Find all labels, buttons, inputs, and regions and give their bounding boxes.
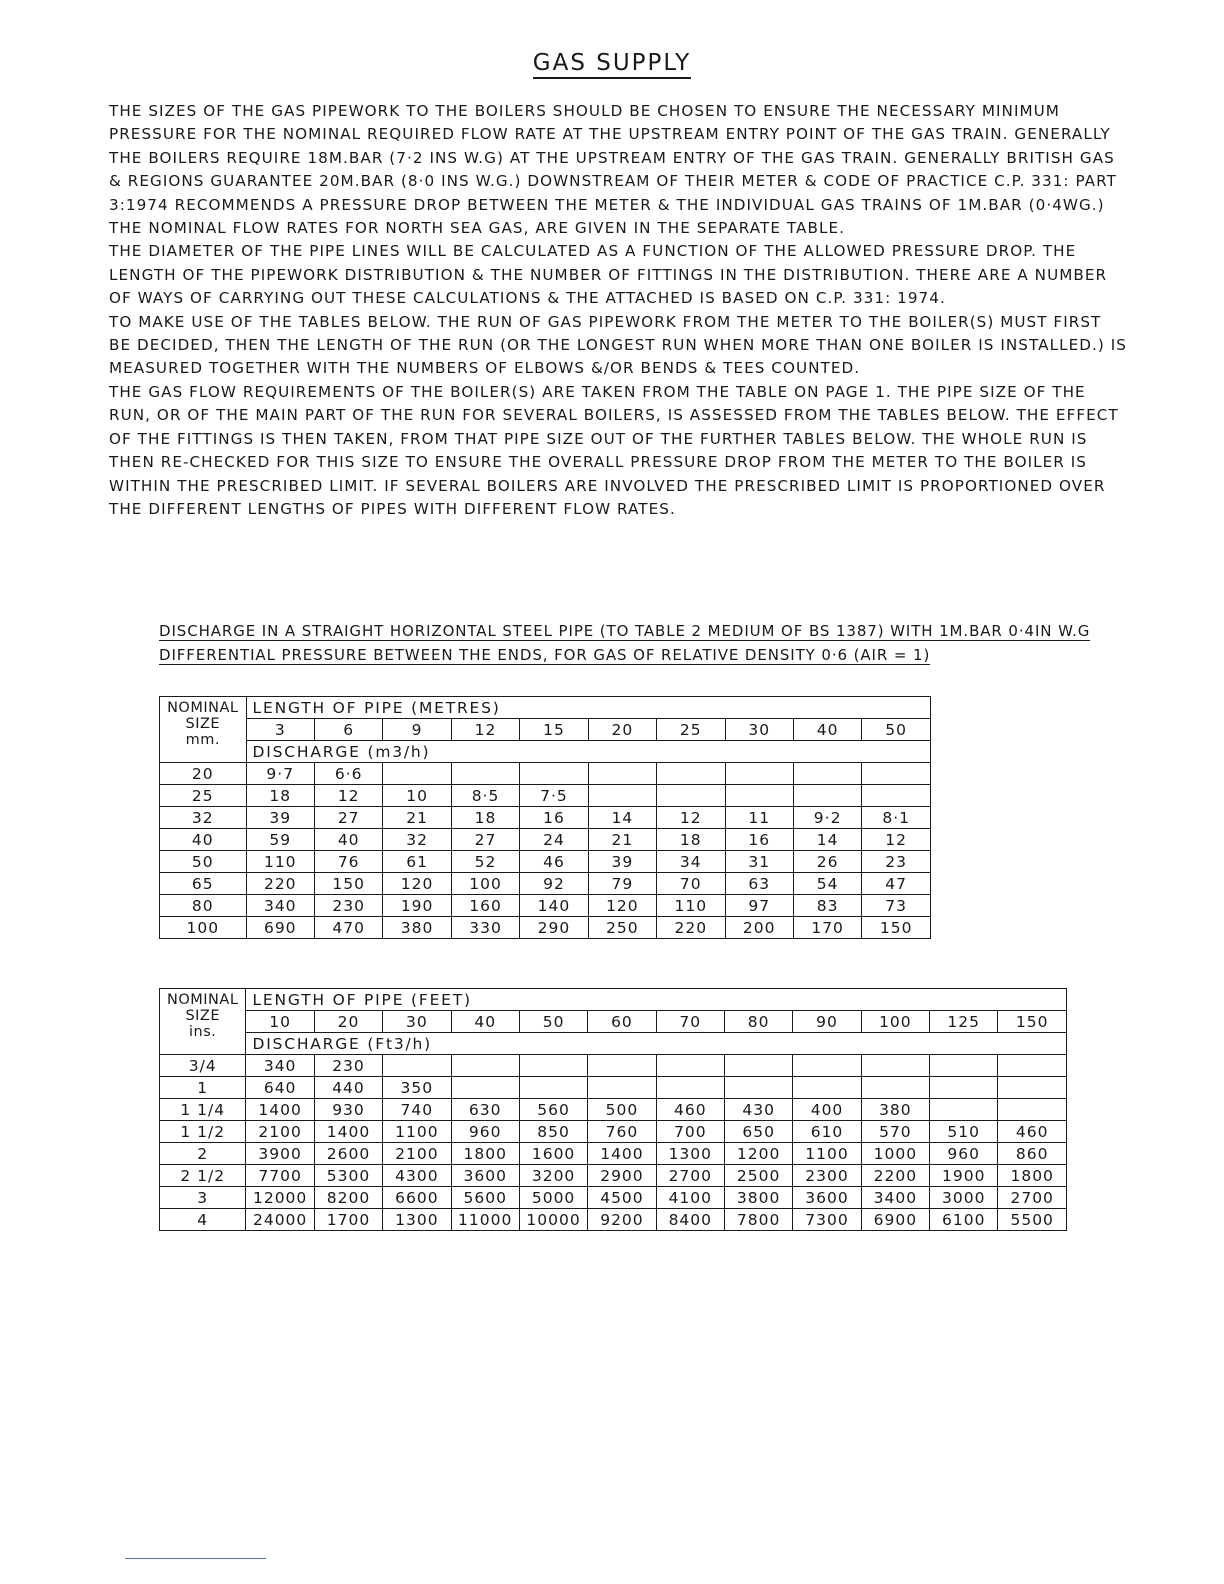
size-cell: 100	[160, 917, 247, 939]
discharge-cell: 8200	[314, 1187, 382, 1209]
discharge-cell: 14	[793, 829, 861, 851]
discharge-header: DISCHARGE (m3/h)	[246, 741, 930, 763]
table-row	[160, 1121, 1067, 1143]
discharge-cell: 6600	[383, 1187, 451, 1209]
discharge-cell: 340	[246, 895, 314, 917]
size-cell: 2	[160, 1143, 246, 1165]
size-header-line: SIZE	[185, 716, 221, 732]
discharge-cell: 120	[588, 895, 656, 917]
length-cell: 3	[246, 719, 314, 741]
discharge-cell: 220	[657, 917, 725, 939]
size-header-cell	[160, 697, 247, 763]
discharge-cell	[519, 1077, 587, 1099]
discharge-cell: 230	[314, 1055, 382, 1077]
discharge-cell: 1400	[588, 1143, 656, 1165]
discharge-cell: 3900	[246, 1143, 314, 1165]
discharge-cell: 510	[930, 1121, 998, 1143]
discharge-cell	[861, 1077, 929, 1099]
discharge-cell: 5300	[314, 1165, 382, 1187]
length-cell: 20	[314, 1011, 382, 1033]
discharge-cell	[451, 763, 519, 785]
discharge-cell	[724, 1055, 792, 1077]
length-cell: 40	[451, 1011, 519, 1033]
discharge-cell: 330	[451, 917, 519, 939]
discharge-cell: 1300	[383, 1209, 451, 1231]
discharge-cell: 100	[451, 873, 519, 895]
discharge-cell: 1100	[383, 1121, 451, 1143]
length-cell: 70	[656, 1011, 724, 1033]
discharge-cell: 170	[793, 917, 861, 939]
discharge-cell: 3600	[451, 1165, 519, 1187]
discharge-header: DISCHARGE (Ft3/h)	[246, 1033, 1067, 1055]
discharge-cell	[519, 1055, 587, 1077]
length-cell: 12	[451, 719, 519, 741]
discharge-cell	[930, 1099, 998, 1121]
size-cell: 4	[160, 1209, 246, 1231]
size-header-line: NOMINAL	[167, 700, 239, 716]
paragraph-usage: TO MAKE USE OF THE TABLES BELOW. THE RUN OF GAS PIPEWORK FROM THE METER TO THE BOILER(S) MUST FIRST BE DECIDED, THEN THE LENGTH OF THE RUN (OR THE LONGEST RUN WHEN MORE THAN ONE BOILER IS INSTALLED.) IS MEASURED TOGETHER WITH THE NUMBERS OF ELBOWS &/OR BENDS & TEES COUNTED.	[109, 312, 1127, 378]
length-cell: 80	[724, 1011, 792, 1033]
size-cell: 2 1/2	[160, 1165, 246, 1187]
discharge-cell: 6900	[861, 1209, 929, 1231]
discharge-cell: 46	[520, 851, 588, 873]
discharge-cell	[724, 1077, 792, 1099]
table-row	[160, 851, 931, 873]
discharge-cell	[861, 1055, 929, 1077]
size-header-line: mm.	[185, 732, 220, 748]
discharge-cell: 250	[588, 917, 656, 939]
discharge-cell	[656, 1055, 724, 1077]
discharge-cell: 150	[862, 917, 931, 939]
table-row	[160, 917, 931, 939]
size-cell: 3	[160, 1187, 246, 1209]
discharge-cell: 640	[246, 1077, 314, 1099]
caption-line-2: DIFFERENTIAL PRESSURE BETWEEN THE ENDS, FOR GAS OF RELATIVE DENSITY 0·6 (AIR = 1)	[159, 646, 931, 664]
discharge-cell	[862, 785, 931, 807]
discharge-cell: 400	[793, 1099, 861, 1121]
length-cell: 20	[588, 719, 656, 741]
discharge-cell: 11000	[451, 1209, 519, 1231]
discharge-cell: 2300	[793, 1165, 861, 1187]
discharge-cell: 140	[520, 895, 588, 917]
discharge-cell: 7700	[246, 1165, 314, 1187]
discharge-cell: 1900	[930, 1165, 998, 1187]
table-row	[160, 1209, 1067, 1231]
discharge-cell: 610	[793, 1121, 861, 1143]
discharge-cell: 1700	[314, 1209, 382, 1231]
table-row	[160, 1187, 1067, 1209]
discharge-cell: 570	[861, 1121, 929, 1143]
discharge-cell: 440	[314, 1077, 382, 1099]
metric-discharge-table	[159, 696, 931, 939]
discharge-cell: 12	[862, 829, 931, 851]
discharge-cell: 16	[725, 829, 793, 851]
discharge-cell: 12	[314, 785, 382, 807]
discharge-cell: 560	[519, 1099, 587, 1121]
discharge-cell: 18	[657, 829, 725, 851]
discharge-cell: 1300	[656, 1143, 724, 1165]
discharge-cell: 21	[588, 829, 656, 851]
discharge-cell: 9200	[588, 1209, 656, 1231]
table-row	[160, 1165, 1067, 1187]
size-header-cell	[160, 989, 246, 1055]
length-cell: 50	[862, 719, 931, 741]
discharge-cell: 5000	[519, 1187, 587, 1209]
discharge-cell: 83	[793, 895, 861, 917]
discharge-cell: 3800	[724, 1187, 792, 1209]
discharge-cell: 24	[520, 829, 588, 851]
lengths-row	[160, 719, 931, 741]
paragraph-pressure: THE SIZES OF THE GAS PIPEWORK TO THE BOILERS SHOULD BE CHOSEN TO ENSURE THE NECESSARY MINIMUM PRESSURE FOR THE NOMINAL REQUIRED FLOW RATE AT THE UPSTREAM ENTRY POINT OF THE GAS TRAIN. GENERALLY THE BOILERS REQUIRE 18M.BAR (7·2 INS W.G) AT THE UPSTREAM ENTRY OF THE GAS TRAIN. GENERALLY BRITISH GAS & REGIONS GUARANTEE 20M.BAR (8·0 INS W.G.) DOWNSTREAM OF THEIR METER & CODE OF PRACTICE C.P. 331: PART 3:1974 RECOMMENDS A PRESSURE DROP BETWEEN THE METER & THE INDIVIDUAL GAS TRAINS OF 1M.BAR (0·4WG.) THE NOMINAL FLOW RATES FOR NORTH SEA GAS, ARE GIVEN IN THE SEPARATE TABLE.	[109, 102, 1117, 238]
discharge-cell: 4500	[588, 1187, 656, 1209]
size-cell: 1 1/2	[160, 1121, 246, 1143]
table-row	[160, 873, 931, 895]
length-cell: 30	[383, 1011, 451, 1033]
table-row	[160, 895, 931, 917]
discharge-cell	[725, 785, 793, 807]
discharge-cell: 9·7	[246, 763, 314, 785]
discharge-cell: 120	[383, 873, 451, 895]
discharge-cell: 8·1	[862, 807, 931, 829]
discharge-cell: 2700	[998, 1187, 1067, 1209]
discharge-cell	[998, 1055, 1067, 1077]
table-row	[160, 1099, 1067, 1121]
discharge-cell: 11	[725, 807, 793, 829]
discharge-cell: 290	[520, 917, 588, 939]
size-cell: 50	[160, 851, 247, 873]
discharge-cell: 24000	[246, 1209, 314, 1231]
discharge-cell	[656, 1077, 724, 1099]
discharge-cell: 460	[656, 1099, 724, 1121]
discharge-row	[160, 741, 931, 763]
discharge-cell: 150	[314, 873, 382, 895]
discharge-cell: 2700	[656, 1165, 724, 1187]
discharge-cell	[725, 763, 793, 785]
discharge-cell: 4100	[656, 1187, 724, 1209]
discharge-cell: 18	[451, 807, 519, 829]
size-cell: 25	[160, 785, 247, 807]
discharge-cell: 1600	[519, 1143, 587, 1165]
discharge-cell: 500	[588, 1099, 656, 1121]
lengths-row	[160, 1011, 1067, 1033]
discharge-cell	[793, 763, 861, 785]
discharge-cell: 14	[588, 807, 656, 829]
discharge-cell: 1400	[246, 1099, 314, 1121]
table-row	[160, 1077, 1067, 1099]
discharge-cell: 16	[520, 807, 588, 829]
discharge-cell: 12	[657, 807, 725, 829]
length-cell: 125	[930, 1011, 998, 1033]
length-header: LENGTH OF PIPE (FEET)	[246, 989, 1067, 1011]
discharge-cell: 1800	[998, 1165, 1067, 1187]
discharge-cell: 34	[657, 851, 725, 873]
discharge-cell	[998, 1099, 1067, 1121]
length-cell: 50	[519, 1011, 587, 1033]
body-text	[109, 100, 1129, 521]
discharge-row	[160, 1033, 1067, 1055]
size-cell: 20	[160, 763, 247, 785]
discharge-cell: 27	[451, 829, 519, 851]
discharge-cell: 73	[862, 895, 931, 917]
length-cell: 15	[520, 719, 588, 741]
discharge-cell	[588, 763, 656, 785]
discharge-cell	[930, 1055, 998, 1077]
discharge-cell: 1800	[451, 1143, 519, 1165]
discharge-cell: 32	[383, 829, 451, 851]
discharge-cell: 3400	[861, 1187, 929, 1209]
discharge-cell: 79	[588, 873, 656, 895]
discharge-cell: 59	[246, 829, 314, 851]
discharge-cell: 7·5	[520, 785, 588, 807]
table-caption	[159, 619, 1139, 667]
length-cell: 10	[246, 1011, 314, 1033]
size-cell: 1	[160, 1077, 246, 1099]
length-cell: 150	[998, 1011, 1067, 1033]
discharge-cell: 52	[451, 851, 519, 873]
size-header-line: NOMINAL	[167, 992, 239, 1008]
discharge-cell	[383, 1055, 451, 1077]
paragraph-diameter: THE DIAMETER OF THE PIPE LINES WILL BE CALCULATED AS A FUNCTION OF THE ALLOWED PRESSURE DROP. THE LENGTH OF THE PIPEWORK DISTRIBUTION & THE NUMBER OF FITTINGS IN THE DISTRIBUTION. THERE ARE A NUMBER OF WAYS OF CARRYING OUT THESE CALCULATIONS & THE ATTACHED IS BASED ON C.P. 331: 1974.	[109, 242, 1108, 308]
discharge-cell: 18	[246, 785, 314, 807]
discharge-cell: 2100	[383, 1143, 451, 1165]
discharge-cell	[657, 785, 725, 807]
table-row	[160, 1055, 1067, 1077]
size-cell: 80	[160, 895, 247, 917]
discharge-cell: 2600	[314, 1143, 382, 1165]
discharge-cell: 460	[998, 1121, 1067, 1143]
length-cell: 60	[588, 1011, 656, 1033]
size-cell: 1 1/4	[160, 1099, 246, 1121]
imperial-discharge-table	[159, 988, 1067, 1231]
discharge-cell: 2100	[246, 1121, 314, 1143]
discharge-cell	[930, 1077, 998, 1099]
length-cell: 100	[861, 1011, 929, 1033]
discharge-cell: 220	[246, 873, 314, 895]
length-cell: 6	[314, 719, 382, 741]
discharge-cell	[793, 785, 861, 807]
discharge-cell	[588, 785, 656, 807]
length-cell: 30	[725, 719, 793, 741]
discharge-cell: 850	[519, 1121, 587, 1143]
discharge-cell: 40	[314, 829, 382, 851]
discharge-cell: 8·5	[451, 785, 519, 807]
discharge-cell: 160	[451, 895, 519, 917]
discharge-cell: 76	[314, 851, 382, 873]
discharge-cell	[383, 763, 451, 785]
discharge-cell: 1400	[314, 1121, 382, 1143]
table-row	[160, 1143, 1067, 1165]
discharge-cell: 380	[861, 1099, 929, 1121]
length-cell: 9	[383, 719, 451, 741]
length-cell: 90	[793, 1011, 861, 1033]
discharge-cell: 650	[724, 1121, 792, 1143]
discharge-cell: 2500	[724, 1165, 792, 1187]
discharge-cell	[862, 763, 931, 785]
length-cell: 25	[657, 719, 725, 741]
table-row	[160, 785, 931, 807]
discharge-cell: 960	[451, 1121, 519, 1143]
discharge-cell: 190	[383, 895, 451, 917]
discharge-cell: 10	[383, 785, 451, 807]
discharge-cell	[451, 1077, 519, 1099]
discharge-cell: 8400	[656, 1209, 724, 1231]
discharge-cell: 54	[793, 873, 861, 895]
discharge-cell: 1000	[861, 1143, 929, 1165]
discharge-cell: 230	[314, 895, 382, 917]
discharge-cell: 630	[451, 1099, 519, 1121]
discharge-cell: 61	[383, 851, 451, 873]
caption-line-1: DISCHARGE IN A STRAIGHT HORIZONTAL STEEL PIPE (TO TABLE 2 MEDIUM OF BS 1387) WITH 1M.BAR 0·4IN W.G	[159, 622, 1091, 640]
discharge-cell: 5600	[451, 1187, 519, 1209]
discharge-cell: 63	[725, 873, 793, 895]
discharge-cell: 3200	[519, 1165, 587, 1187]
discharge-cell: 6100	[930, 1209, 998, 1231]
table-row	[160, 763, 931, 785]
discharge-cell: 740	[383, 1099, 451, 1121]
size-header-line: SIZE	[185, 1008, 221, 1024]
discharge-cell	[520, 763, 588, 785]
discharge-cell: 3000	[930, 1187, 998, 1209]
discharge-cell: 39	[246, 807, 314, 829]
discharge-cell: 26	[793, 851, 861, 873]
discharge-cell: 39	[588, 851, 656, 873]
discharge-cell: 10000	[519, 1209, 587, 1231]
discharge-cell: 97	[725, 895, 793, 917]
discharge-cell: 430	[724, 1099, 792, 1121]
discharge-cell	[588, 1055, 656, 1077]
discharge-cell: 21	[383, 807, 451, 829]
footer-rule	[125, 1558, 266, 1559]
discharge-cell: 47	[862, 873, 931, 895]
size-cell: 65	[160, 873, 247, 895]
discharge-cell	[793, 1077, 861, 1099]
discharge-cell: 340	[246, 1055, 314, 1077]
discharge-cell: 470	[314, 917, 382, 939]
discharge-cell: 9·2	[793, 807, 861, 829]
discharge-cell: 200	[725, 917, 793, 939]
length-header: LENGTH OF PIPE (METRES)	[246, 697, 930, 719]
size-cell: 3/4	[160, 1055, 246, 1077]
discharge-cell: 27	[314, 807, 382, 829]
discharge-cell: 700	[656, 1121, 724, 1143]
page-title: GAS SUPPLY	[0, 50, 1224, 76]
table-row	[160, 829, 931, 851]
discharge-cell: 31	[725, 851, 793, 873]
discharge-cell: 4300	[383, 1165, 451, 1187]
discharge-cell: 7800	[724, 1209, 792, 1231]
discharge-cell: 23	[862, 851, 931, 873]
discharge-cell: 12000	[246, 1187, 314, 1209]
discharge-cell: 92	[520, 873, 588, 895]
header-row	[160, 989, 1067, 1011]
size-header-line: ins.	[189, 1024, 217, 1040]
discharge-cell: 110	[246, 851, 314, 873]
discharge-cell: 6·6	[314, 763, 382, 785]
length-cell: 40	[793, 719, 861, 741]
table-row	[160, 807, 931, 829]
discharge-cell: 960	[930, 1143, 998, 1165]
discharge-cell: 380	[383, 917, 451, 939]
discharge-cell: 70	[657, 873, 725, 895]
discharge-cell: 1100	[793, 1143, 861, 1165]
discharge-cell: 110	[657, 895, 725, 917]
discharge-cell: 860	[998, 1143, 1067, 1165]
discharge-cell	[793, 1055, 861, 1077]
discharge-cell: 930	[314, 1099, 382, 1121]
size-cell: 40	[160, 829, 247, 851]
header-row	[160, 697, 931, 719]
size-cell: 32	[160, 807, 247, 829]
discharge-cell: 1200	[724, 1143, 792, 1165]
discharge-cell: 3600	[793, 1187, 861, 1209]
discharge-cell: 5500	[998, 1209, 1067, 1231]
discharge-cell	[998, 1077, 1067, 1099]
discharge-cell: 760	[588, 1121, 656, 1143]
discharge-cell: 690	[246, 917, 314, 939]
discharge-cell: 2200	[861, 1165, 929, 1187]
discharge-cell: 7300	[793, 1209, 861, 1231]
discharge-cell: 2900	[588, 1165, 656, 1187]
discharge-cell	[657, 763, 725, 785]
discharge-cell	[588, 1077, 656, 1099]
discharge-cell	[451, 1055, 519, 1077]
paragraph-requirements: THE GAS FLOW REQUIREMENTS OF THE BOILER(S) ARE TAKEN FROM THE TABLE ON PAGE 1. THE PIPE SIZE OF THE RUN, OR OF THE MAIN PART OF THE RUN FOR SEVERAL BOILERS, IS ASSESSED FROM THE TABLES BELOW. THE EFFECT OF THE FITTINGS IS THEN TAKEN, FROM THAT PIPE SIZE OUT OF THE FURTHER TABLES BELOW. THE WHOLE RUN IS THEN RE-CHECKED FOR THIS SIZE TO ENSURE THE OVERALL PRESSURE DROP FROM THE METER TO THE BOILER IS WITHIN THE PRESCRIBED LIMIT. IF SEVERAL BOILERS ARE INVOLVED THE PRESCRIBED LIMIT IS PROPORTIONED OVER THE DIFFERENT LENGTHS OF PIPES WITH DIFFERENT FLOW RATES.	[109, 382, 1119, 518]
discharge-cell: 350	[383, 1077, 451, 1099]
